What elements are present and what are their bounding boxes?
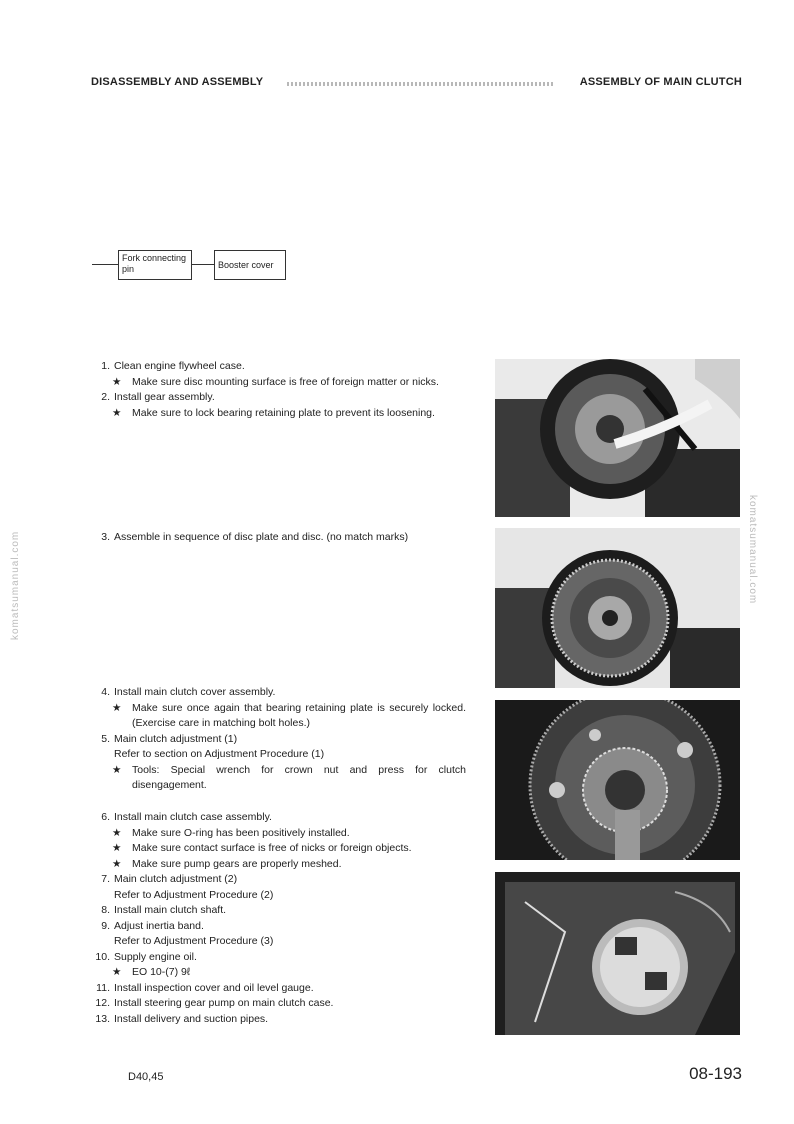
header-leader-dots — [287, 82, 554, 86]
step-11: 11. Install inspection cover and oil level gauge. — [96, 981, 314, 994]
step-12: 12. Install steering gear pump on main clutch case. — [95, 997, 334, 1009]
step-6-note-3: ★ Make sure pump gears are properly meshed. — [86, 857, 466, 873]
steps-section-2 — [86, 530, 466, 546]
star-icon: ★ — [112, 842, 122, 854]
watermark-right: komatsumanual.com — [747, 495, 758, 605]
photo-disc-plate — [495, 528, 740, 688]
photo-clutch-case — [495, 872, 740, 1035]
header-right-title: ASSEMBLY OF MAIN CLUTCH — [579, 76, 742, 88]
footer-model: D40,45 — [128, 1071, 164, 1083]
watermark-left: komatsumanual.com — [10, 530, 21, 640]
step-10-note: ★ EO 10-(7) 9ℓ — [86, 965, 466, 981]
step-5: 5. Main clutch adjustment (1) — [101, 732, 238, 745]
photo-clutch-cover — [495, 700, 740, 860]
step-6-note-2: ★ Make sure contact surface is free of nicks or foreign objects. — [86, 841, 466, 857]
steps-section-1 — [86, 359, 466, 421]
step-10: 10. Supply engine oil. — [95, 950, 197, 963]
photo-flywheel-case — [495, 359, 740, 517]
flow-line — [192, 264, 214, 265]
step-3: 3. Assemble in sequence of disc plate and disc. (no match marks) — [101, 531, 409, 543]
star-icon: ★ — [112, 966, 122, 978]
step-5-reference: Refer to section on Adjustment Procedure (1) — [114, 748, 325, 760]
step-7: 7. Main clutch adjustment (2) — [101, 873, 238, 885]
step-1: 1. Clean engine flywheel case. — [101, 360, 245, 372]
step-6: 6. Install main clutch case assembly. — [101, 811, 272, 823]
step-13: 13. Install delivery and suction pipes. — [95, 1012, 269, 1025]
star-icon: ★ — [112, 857, 122, 870]
step-1-note: ★ Make sure disc mounting surface is free of foreign matter or nicks. — [86, 375, 466, 391]
step-4-note: ★ Make sure once again that bearing retaining plate is securely locked. (Exercise care in matching bolt holes.) — [86, 701, 466, 732]
star-icon: ★ — [112, 406, 122, 419]
page-number: 08-193 — [689, 1064, 742, 1083]
step-9-reference: Refer to Adjustment Procedure (3) — [114, 935, 274, 947]
steps-section-3 — [86, 685, 466, 794]
step-2-note: ★ Make sure to lock bearing retaining plate to prevent its loosening. — [86, 406, 466, 422]
flow-box-booster-cover: Booster cover — [214, 250, 286, 280]
star-icon: ★ — [112, 701, 122, 714]
step-7-reference: Refer to Adjustment Procedure (2) — [114, 888, 274, 901]
star-icon: ★ — [112, 763, 122, 776]
page-header — [91, 76, 742, 92]
step-4: 4. Install main clutch cover assembly. — [101, 686, 276, 698]
step-6-note-1: ★ Make sure O-ring has been positively installed. — [86, 826, 466, 842]
star-icon: ★ — [112, 826, 122, 839]
flow-line — [92, 264, 118, 265]
header-left-title: DISASSEMBLY AND ASSEMBLY — [91, 76, 264, 88]
star-icon: ★ — [112, 375, 122, 388]
step-2: 2. Install gear assembly. — [101, 391, 215, 403]
step-9: 9. Adjust inertia band. — [101, 919, 204, 932]
step-5-note: ★ Tools: Special wrench for crown nut and press for clutch disengagement. — [86, 763, 466, 794]
steps-section-4 — [86, 810, 466, 1027]
step-8: 8. Install main clutch shaft. — [101, 904, 227, 916]
flow-box-fork-connecting-pin: Fork connecting pin — [118, 250, 192, 280]
